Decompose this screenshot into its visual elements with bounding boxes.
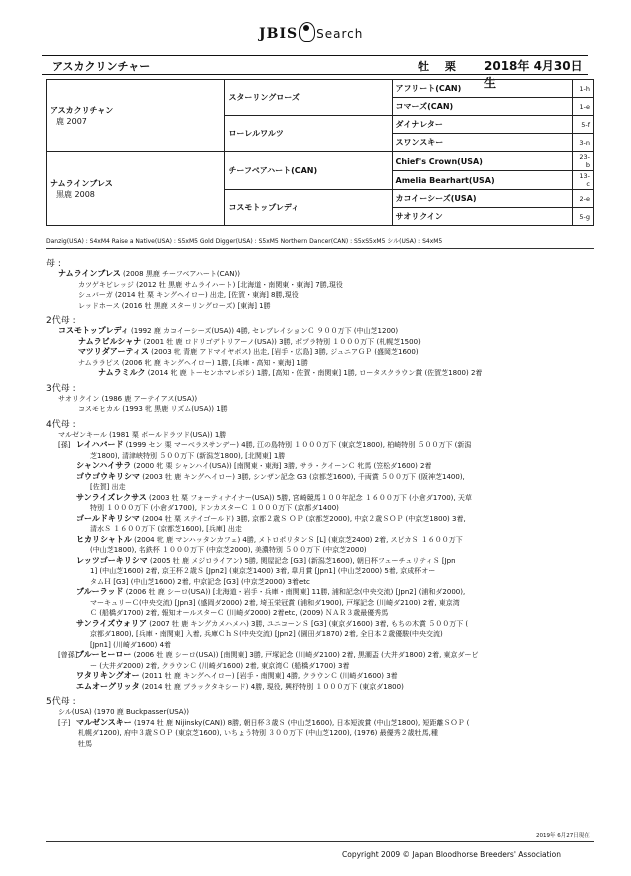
continuation-text: [Jpn1] (川崎ダ1600) 4着 (90, 640, 172, 649)
third-dam-line[interactable]: サオリクイン (1986 鹿 アーテイアス(USA)) (58, 394, 198, 403)
second-dam-link[interactable]: コスモトップレディ (58, 326, 129, 335)
offspring-line (46, 493, 606, 504)
offspring-name[interactable]: サンライズレクサス (76, 492, 147, 502)
logo-text-right: Search (316, 27, 364, 41)
sex-color: 牡 栗 (418, 60, 462, 73)
continuation-text: [佐賀] 出走 (90, 483, 126, 491)
offspring-continuation (46, 451, 606, 462)
dam-cell[interactable] (47, 152, 225, 226)
gen3-cell[interactable]: スワンスキー (392, 134, 573, 152)
family-number: 3-n (573, 134, 594, 152)
dam-heading: 母 : (46, 259, 61, 269)
offspring-detail: (2007 牡 鹿 キングカメハメハ) 3勝, ユニコーンＳ [G3] (東京ダ1600) 3着, もちの木賞 ５００万下 ( (146, 619, 469, 628)
dam-sire-cell[interactable]: チーフベアハート(CAN) (225, 152, 392, 190)
dam-link[interactable]: ナムラインブレス (58, 269, 121, 278)
dam-detail: (2008 黒鹿 チーフベアハート(CAN)) (123, 270, 240, 278)
continuation-text: 京都ダ1800), [兵庫・南関東] 入着, 兵庫ＣｈＳ(中央交流) [Jpn2] (園田ダ1870) 2着, 全日本２歳優駿(中央交流) (90, 630, 443, 638)
logo-text-left: JBIS (259, 26, 299, 42)
offspring-detail: (2000 牝 栗 シャンハイ(USA)) [南関東・東海] 3勝, サラ・クイーンＣ 牝馬 (笠松ダ1600) 2着 (131, 462, 432, 470)
gen3-cell[interactable]: サオリクイン (392, 208, 573, 226)
offspring-line[interactable]: ナムララピス (2006 牝 鹿 キングヘイロー) 1勝, [兵庫・高知・東海] 1勝 (78, 358, 308, 367)
offspring-continuation (46, 608, 606, 619)
copyright: Copyright 2009 © Japan Bloodhorse Breeders' Association (342, 850, 561, 859)
family-section (46, 254, 606, 749)
offspring-detail: (2011 牡 鹿 キングヘイロー) [岩手・南関東] 4勝, クラウンＣ (川崎ダ1600) 3着 (139, 672, 398, 680)
continuation-text: 清水Ｓ １６００万下 (京都芝1600), [兵庫] 出走 (90, 525, 242, 533)
jbis-logo[interactable] (259, 22, 363, 42)
offspring-detail: (2005 牡 鹿 メジロライアン) 5勝, 関屋記念 [G3] (新潟芝1600), 朝日杯フューチュリティＳ [Jpn (147, 556, 456, 565)
offspring-line (46, 440, 606, 451)
family-number: 5-g (573, 208, 594, 226)
search-person-icon (299, 22, 315, 42)
continuation-text: マーキュリーＣ(中央交流) [Jpn3] (盛岡ダ2000) 2着, 埼玉栄冠賞 (浦和ダ1900), 戸塚記念 (川崎ダ2100) 2着, 東京湾 (90, 598, 460, 607)
offspring-continuation (46, 640, 606, 651)
offspring-line (46, 514, 606, 525)
offspring-name[interactable]: ブルーヒーロー (76, 650, 132, 659)
offspring-name[interactable]: シャンハイサラ (76, 461, 132, 470)
offspring-line (46, 682, 606, 693)
offspring-continuation (46, 524, 606, 535)
gen3-cell[interactable]: ダイナレター (392, 116, 573, 134)
gen3-cell[interactable]: アフリート(CAN) (392, 80, 573, 98)
family-number: 5-f (573, 116, 594, 134)
fourth-dam-heading: 4代母 : (46, 419, 76, 430)
offspring-line[interactable]: レッドホース (2016 牡 黒鹿 スターリングローズ) [東海] 1勝 (78, 301, 271, 310)
offspring-name[interactable]: サンライズウォリア (76, 618, 147, 628)
offspring-detail: (2004 牝 鹿 マンハッタンカフェ) 4勝, メトロポリタンＳ [L] (東京芝2400) 2着, スピカＳ １６００万下 (131, 535, 463, 544)
pedigree-table (46, 79, 594, 226)
continuation-text: 特別 １０００万下 (小倉ダ1700), ドンカスターＣ １０００万下 (京都ダ1400) (90, 504, 339, 512)
offspring-detail: (2014 牡 鹿 ブラックタキシード) 4勝, 現役, 興杼特別 １０００万下 (東京ダ1800) (139, 682, 404, 691)
offspring-name[interactable]: エムオーグリッタ (76, 681, 140, 691)
family-number: 1-h (573, 80, 594, 98)
offspring-name[interactable]: ナムラミルク (98, 368, 146, 377)
sire-name: アスカクリチャン (50, 105, 114, 115)
dam-sub: 黒鹿 2008 (56, 189, 95, 199)
second-dam-detail: (1992 鹿 カコイーシーズ(USA)) 4勝, セレブレイションＣ ９００万下 (中山芝1200) (131, 327, 399, 335)
offspring-name[interactable]: マルゼンスキー (76, 717, 132, 727)
fifth-dam-heading: 5代母 : (46, 697, 76, 707)
offspring-line[interactable]: カツゲキビレッジ (2012 牡 黒鹿 サムライハート) [北海道・南関東・東海] 7勝,現役 (78, 280, 343, 289)
dam-dam-cell[interactable]: コスモトップレディ (225, 190, 392, 226)
offspring-name[interactable]: レッツゴーキリシマ (76, 555, 148, 565)
offspring-continuation (46, 598, 606, 609)
relation-label: [孫] (58, 441, 71, 449)
family-number: 2-e (573, 190, 594, 208)
offspring-detail: (2003 牡 栗 フォーティナイナー(USA)) 5勝, 宮崎競馬１００年記念 １６００万下 (小倉ダ1700), 天草 (146, 493, 472, 502)
fourth-dam-line[interactable]: マルゼンキール (1981 栗 ボールドラツド(USA)) 1勝 (58, 430, 227, 439)
offspring-detail: (2014 牝 鹿 トーセンホマレボシ) 1勝, [高知・佐賀・南関東] 1勝, ロータスクラウン賞 (佐賀芝1800) 2着 (147, 369, 483, 377)
offspring-name[interactable]: マツリダアーティス (78, 347, 149, 356)
gen3-cell[interactable]: Amelia Bearhart(USA) (392, 171, 573, 190)
offspring-name[interactable]: ブルーラッド (76, 587, 124, 596)
offspring-name[interactable]: ヒカリシャトル (76, 534, 132, 544)
family-number: 23-b (573, 152, 594, 171)
continuation-text: タムＨ [G3] (中山芝1600) 2着, 中京記念 [G3] (中京芝2000) 3着etc (90, 577, 310, 586)
offspring-continuation: 牡馬 (78, 739, 92, 748)
birth-date: 2018年 4月30日生 (484, 59, 583, 90)
family-number: 13-c (573, 171, 594, 190)
offspring-line (46, 461, 606, 472)
offspring-detail: (2003 牝 青鹿 アドマイヤボス) 出走, [岩手・広島] 3勝, ジュニアＧＰ (盛岡芝1600) (151, 348, 419, 356)
offspring-line (46, 472, 606, 483)
sire-sub: 鹿 2007 (56, 116, 87, 126)
offspring-name[interactable]: レイハバード (76, 440, 124, 449)
offspring-line (46, 587, 606, 598)
offspring-detail: (1999 セン 栗 マーベラスサンデー) 4勝, 江の島特別 １０００万下 (東京芝1800), 柏崎特別 ５００万下 (新潟 (123, 441, 472, 449)
label-child: [子] (58, 718, 71, 727)
offspring-line (46, 650, 606, 661)
offspring-line (46, 619, 606, 630)
gen3-cell[interactable]: Chief's Crown(USA) (392, 152, 573, 171)
footer-divider (46, 841, 594, 842)
offspring-name[interactable]: ゴールドキリシマ (76, 513, 140, 523)
offspring-continuation (46, 545, 606, 556)
offspring-continuation (46, 661, 606, 672)
family-number: 1-e (573, 98, 594, 116)
sire-sire-cell[interactable]: スターリングローズ (225, 80, 392, 116)
offspring-detail: (2004 牡 栗 ステイゴールド) 3勝, 京都２歳Ｓ ＯＰ (京都芝2000), 中京２歳ＳＯＰ (中京芝1800) 3着, (139, 514, 466, 523)
continuation-text: 1] (中山芝1600) 2着, 京王杯２歳Ｓ [Jpn2] (東京芝1400) 3着, 皐月賞 [Jpn1] (中山芝2000) 5着, 京成杯オー (90, 567, 436, 575)
horse-name: アスカクリンチャー (52, 60, 151, 73)
offspring-detail: (2006 牡 鹿 シーロ(USA)) [北海道・岩手・兵庫・南関東] 11勝, 浦和記念(中央交流) [Jpn2] (浦和ダ2000), (123, 588, 466, 596)
divider (46, 248, 594, 249)
offspring-detail: (1974 牡 鹿 Nijinsky(CAN)) 8勝, 朝日杯３歳Ｓ (中山芝1600), 日本短波賞 (中山芝1800), 短距離ＳＯＰ ( (134, 718, 470, 727)
as-of-date: 2019年 6月27日現在 (536, 833, 590, 839)
offspring-detail: (2001 牡 鹿 ロドリゴデトリアーノ(USA)) 3勝, ポプラ特別 １０００万下 (札幌芝1500) (143, 337, 421, 346)
offspring-line (46, 671, 606, 682)
continuation-text: Ｃ (船橋ダ1700) 2着, 報知オールスターＣ (川崎ダ2000) 2着etc, (2009) ＮＡＲ３歳最優秀馬 (90, 609, 389, 617)
great-grandson-list (46, 650, 606, 692)
gen3-cell[interactable]: コマーズ(CAN) (392, 98, 573, 116)
offspring-detail: (2006 牡 鹿 シーロ(USA)) [南関東] 3勝, 戸塚記念 (川崎ダ2100) 2着, 黒潮盃 (大井ダ1800) 2着, 東京ダービ (131, 651, 479, 659)
sire-dam-cell[interactable]: ローレルワルツ (225, 116, 392, 152)
offspring-line[interactable]: シュバーガ (2014 牡 栗 キングヘイロー) 出走, [佐賀・東海] 8勝,現役 (78, 291, 299, 299)
inbreeding-crosses: Danzig(USA) : S4xM4 Raise a Native(USA) : S5xM5 Gold Digger(USA) : S5xM5 Northern Dancer(CAN) : S5xS5xM5 シル(USA) : S4xM5 (46, 238, 443, 245)
offspring-name[interactable]: ナムラビルシャナ (78, 336, 142, 346)
offspring-continuation: 札幌ダ1200), 府中３歳ＳＯＰ (東京芝1600), いちょう特別 ３００万下 (中山芝1200), (1976) 最優秀２歳牡馬,種 (78, 729, 438, 737)
offspring-line (46, 535, 606, 546)
offspring-detail: (2003 牡 鹿 キングヘイロー) 3勝, シンザン記念 G3 (京都芝1600), 千両賞 ５００万下 (阪神芝1400), (140, 472, 465, 481)
offspring-line (46, 556, 606, 567)
continuation-text: (中山芝1800), 名鉄杯 １０００万下 (中京芝2000), 美濃特別 ５００万下 (中京芝2000) (90, 546, 367, 554)
offspring-continuation (46, 566, 606, 577)
continuation-text: 芝1800), 清津峡特別 ５００万下 (新潟芝1800), [北関東] 1勝 (90, 451, 286, 460)
offspring-line[interactable]: コスモヒカル (1993 牝 黒鹿 リズム(USA)) 1勝 (78, 405, 228, 413)
grandson-list (46, 440, 606, 650)
offspring-continuation (46, 577, 606, 588)
continuation-text: ー (大井ダ2000) 2着, クラウンＣ (川崎ダ1600) 2着, 東京湾Ｃ (船橋ダ1700) 3着 (90, 661, 350, 670)
relation-label: [曾孫] (58, 651, 78, 659)
offspring-continuation (46, 482, 606, 493)
offspring-continuation (46, 503, 606, 514)
offspring-name[interactable]: ワタリキングオー (76, 671, 140, 680)
sire-cell[interactable] (47, 80, 225, 152)
dam-name: ナムラインブレス (50, 178, 113, 188)
second-dam-heading: 2代母 : (46, 316, 76, 326)
offspring-name[interactable]: ゴウゴウキリシマ (76, 471, 140, 481)
third-dam-heading: 3代母 : (46, 383, 76, 394)
fifth-dam-line[interactable]: シル(USA) (1970 鹿 Buckpasser(USA)) (58, 708, 190, 716)
offspring-continuation (46, 629, 606, 640)
gen3-cell[interactable]: カコイーシーズ(USA) (392, 190, 573, 208)
